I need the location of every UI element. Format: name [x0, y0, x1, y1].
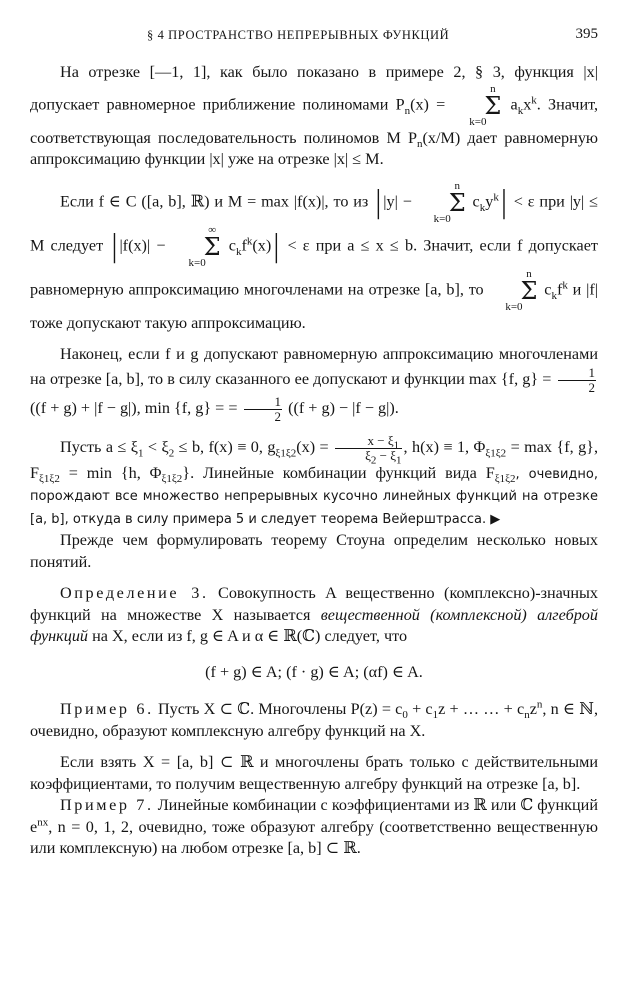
- formula-algebra-closure: [30, 662, 598, 684]
- text-run: z + … … + c: [438, 700, 525, 718]
- numerator: [335, 432, 401, 452]
- denominator: [335, 447, 402, 467]
- subscript: 2: [168, 446, 175, 459]
- sum-lower: k=0: [188, 256, 206, 269]
- subscript: ξ1ξ2: [494, 472, 516, 485]
- definition-heading: Определение 3.: [60, 584, 209, 602]
- text-run: < ξ: [143, 437, 169, 456]
- fraction: [244, 395, 283, 424]
- subscript: k: [551, 289, 557, 302]
- subscript: n: [524, 709, 530, 722]
- text-run: Прежде чем формулировать теорему Стоуна определим несколько новых понятий.: [30, 531, 598, 571]
- text-run: На отрезке [—1, 1], как было показано в примере 2, § 3, функция |x| допускает равномерное приближение полиномами P: [30, 63, 598, 114]
- superscript: k: [531, 93, 537, 106]
- text-run: (x) =: [410, 95, 453, 114]
- paragraph-real-algebra: [30, 752, 598, 795]
- superscript: k: [246, 234, 253, 247]
- sum-symbol: [174, 225, 221, 269]
- subscript: 2: [370, 454, 377, 467]
- text-run: и |f| тоже допускают такую аппроксимацию.: [30, 280, 598, 332]
- text-run: , n ∈ ℕ, очевидно, образуют комплексную алгебру функций на X.: [30, 700, 598, 740]
- definition-3: [30, 583, 598, 648]
- subscript: ξ1ξ2: [161, 472, 183, 485]
- text-run: c: [467, 192, 480, 211]
- sum-upper: ∞: [208, 223, 217, 236]
- numerator: 1: [244, 395, 283, 410]
- subscript: 1: [393, 439, 400, 452]
- text-run: f: [241, 236, 247, 255]
- example-heading: Пример 6.: [60, 700, 154, 718]
- text-run: Совокупность A вещественно (комплексно)-значных функций на множестве X называется: [30, 584, 598, 624]
- paragraph-5: [30, 530, 598, 573]
- text-run: ((f + g) + |f − g|), min {f, g} = =: [30, 398, 242, 417]
- subscript: n: [404, 104, 411, 117]
- text-run: Линейные комбинации с коэффициентами из ℝ или ℂ функций e: [30, 796, 598, 836]
- subscript: 1: [396, 454, 402, 467]
- subscript: ξ1ξ2: [485, 446, 507, 459]
- fraction: [558, 366, 597, 395]
- numerator: 1: [558, 366, 597, 381]
- sum-upper: n: [454, 179, 460, 192]
- paragraph-3: [30, 344, 598, 424]
- text-run: на X, если из f, g ∈ A и α ∈ ℝ(ℂ) следует, что: [88, 627, 408, 645]
- sum-lower: k=0: [469, 115, 487, 128]
- text-run: (x/M) дает равномерную аппроксимацию функции |x| уже на отрезке |x| ≤ M.: [30, 128, 598, 168]
- text-run: + c: [407, 700, 433, 718]
- text-run: f: [556, 280, 563, 299]
- text-run: (x) =: [296, 437, 334, 456]
- page-number: 395: [575, 26, 598, 42]
- text-run: y: [485, 192, 494, 211]
- superscript: k: [562, 278, 568, 291]
- body-text: [30, 62, 598, 860]
- sum-symbol: [454, 84, 501, 128]
- text-run: ξ: [365, 447, 371, 463]
- abs-bar: |: [373, 184, 384, 220]
- paragraph-2: [30, 181, 598, 335]
- subscript: 1: [432, 709, 439, 722]
- text-run: (x): [252, 236, 272, 255]
- running-title: § 4 ПРОСТРАНСТВО НЕПРЕРЫВНЫХ ФУНКЦИЙ: [147, 28, 450, 42]
- sum-upper: n: [490, 82, 496, 95]
- subscript: 0: [402, 709, 408, 722]
- denominator: 2: [588, 379, 595, 395]
- text-run: x: [523, 95, 532, 114]
- superscript: k: [493, 190, 499, 203]
- subscript: k: [479, 201, 486, 214]
- subscript: ξ1ξ2: [39, 472, 60, 485]
- text-run: . Значит, соответствующая последовательность полиномов M P: [30, 95, 599, 147]
- sum-sign: Σ: [448, 188, 466, 217]
- text-run: c: [539, 280, 552, 299]
- text-run: x − ξ: [367, 432, 394, 448]
- subscript: ξ1ξ2: [275, 446, 297, 459]
- text-run: |y| −: [383, 192, 417, 211]
- text-run: , n = 0, 1, 2, очевидно, тоже образуют алгебру (соответственно вещественную или комплексную) на любом отрезке [a, b] ⊂ ℝ.: [30, 817, 598, 857]
- text-run: < ε при |y| ≤ M следует: [30, 192, 599, 255]
- abs-bar: |: [271, 228, 282, 264]
- sum-sign: Σ: [484, 91, 502, 120]
- text-run: Пусть X ⊂ ℂ. Многочлены P(z) = c: [153, 700, 403, 718]
- superscript: n: [536, 698, 543, 711]
- text-run: = max {f, g}, F: [30, 437, 598, 482]
- text-run: < ε при a ≤ x ≤ b. Значит, если f допускает равномерную аппроксимацию многочленами на отрезке [a, b], то: [30, 236, 598, 299]
- superscript: nx: [37, 816, 49, 829]
- example-heading: Пример 7.: [60, 796, 154, 814]
- subscript: k: [517, 104, 524, 117]
- text-run: Если f ∈ C ([a, b], ℝ) и M = max |f(x)|, то из: [60, 192, 374, 211]
- subscript: k: [235, 245, 242, 258]
- subscript: n: [417, 137, 423, 150]
- paragraph-4: [30, 434, 598, 531]
- sum-lower: k=0: [433, 212, 451, 225]
- abs-bar: |: [498, 184, 509, 220]
- text-run: |f(x)| −: [119, 236, 172, 255]
- sum-upper: n: [526, 267, 532, 280]
- sum-symbol: [490, 269, 537, 313]
- denominator: 2: [274, 408, 282, 424]
- fraction: [335, 432, 402, 467]
- text-run: z: [529, 700, 537, 718]
- sum-symbol: [419, 181, 466, 225]
- text-run: Пусть a ≤ ξ: [60, 437, 138, 456]
- text-run: c: [222, 236, 236, 255]
- sum-sign: Σ: [203, 232, 221, 261]
- text-run: − ξ: [376, 447, 397, 463]
- running-head: [0, 26, 628, 46]
- text-run: , h(x) ≡ 1, Φ: [403, 437, 486, 456]
- text-run: Наконец, если f и g допускают равномерную аппроксимацию многочленами на отрезке [a, b], то в силу сказанного ее допускают и функции max {f, g} =: [30, 345, 598, 388]
- formula: (f + g) ∈ A; (f · g) ∈ A; (αf) ∈ A.: [205, 662, 423, 681]
- subscript: 1: [138, 446, 144, 459]
- sum-sign: Σ: [520, 276, 538, 305]
- text-run: }. Линейные комбинации функций вида F: [182, 463, 495, 482]
- text-run: a: [503, 95, 518, 114]
- example-7: [30, 795, 598, 860]
- text-run: = min {h, Φ: [59, 463, 162, 482]
- text-run: , очевидно, порождают все множество непрерывных кусочно линейных функций на отрезке [a, b], откуда в силу примера 5 и следует теорема Вейерштрасса. ▶: [30, 466, 598, 527]
- text-run: ((f + g) − |f − g|).: [284, 398, 399, 417]
- italic-term: вещественной (комплексной) алгеброй функций: [30, 605, 598, 645]
- text-run: ≤ b, f(x) ≡ 0, g: [174, 437, 276, 456]
- text-run: Если взять X = [a, b] ⊂ ℝ и многочлены брать только с действительными коэффициентами, то получим вещественную алгебру функций на отрезке [a, b].: [30, 753, 598, 793]
- example-6: [30, 699, 598, 742]
- paragraph-1: [30, 62, 598, 171]
- sum-lower: k=0: [505, 300, 523, 313]
- abs-bar: |: [109, 228, 120, 264]
